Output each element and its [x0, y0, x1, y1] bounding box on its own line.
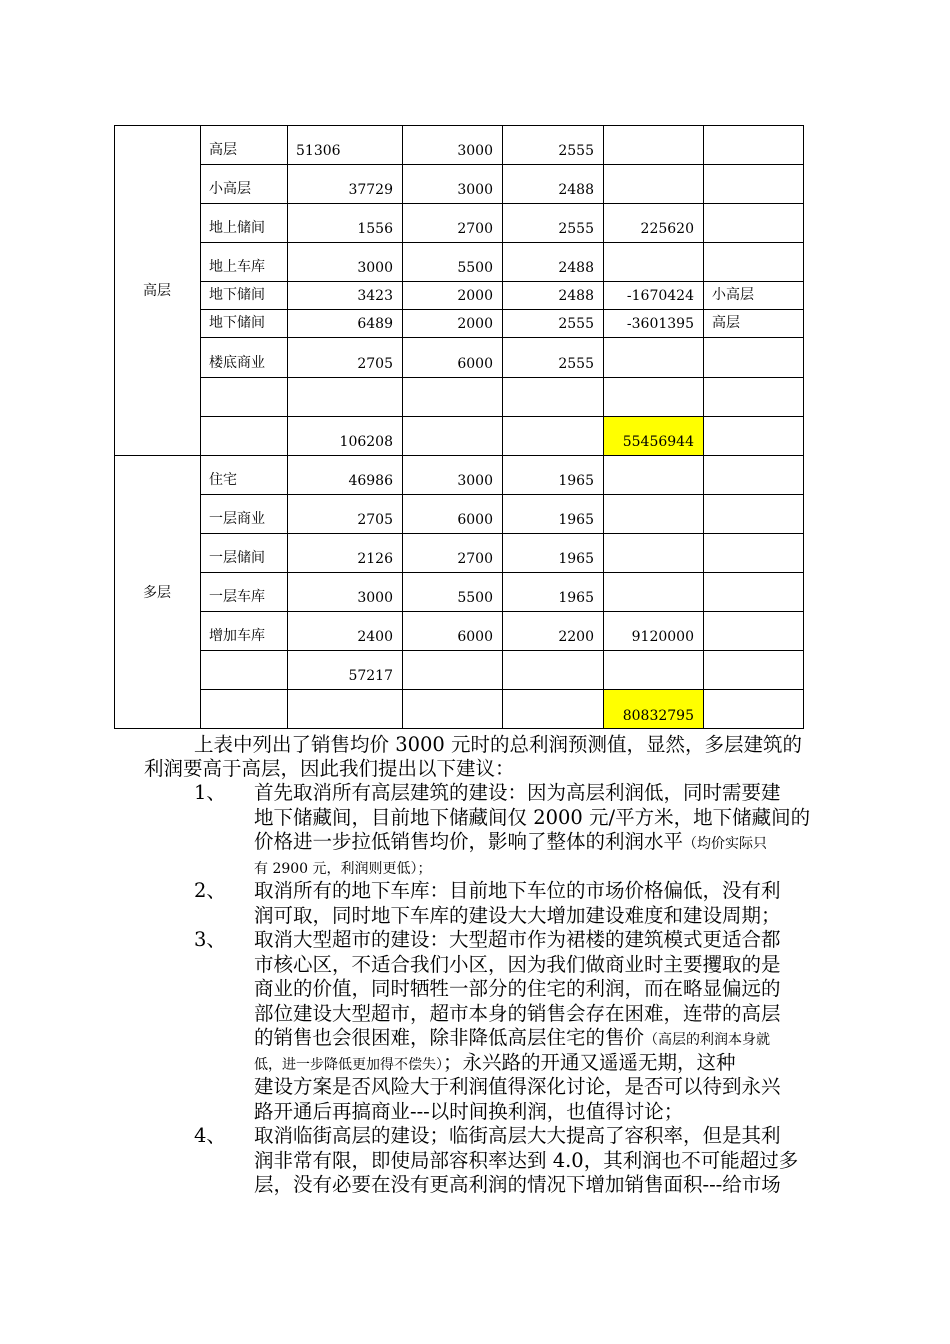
grid-line — [200, 242, 804, 243]
table-cell-area: 2126 — [357, 551, 393, 567]
item-text-line — [254, 806, 810, 831]
table-cell-name: 地上车库 — [209, 259, 265, 275]
grid-line — [287, 125, 288, 729]
table-cell-cost: 2488 — [558, 260, 594, 276]
table-cell-cost: 2555 — [558, 221, 594, 237]
table-cell-cost: 2488 — [558, 182, 594, 198]
table-cell-price: 2000 — [457, 316, 493, 332]
table-cell-cost: 1965 — [558, 590, 594, 606]
grid-line — [200, 309, 804, 310]
table-cell-area: 57217 — [348, 668, 393, 684]
table-cell-profit: 225620 — [640, 221, 694, 237]
grid-line — [803, 125, 804, 729]
table-cell-area: 6489 — [357, 316, 393, 332]
table-cell-area: 1556 — [357, 221, 393, 237]
item-text-line — [254, 830, 767, 857]
grid-line — [402, 125, 403, 729]
table-cell-cost: 2555 — [558, 316, 594, 332]
table-cell-area: 46986 — [348, 473, 393, 489]
item-text-line — [254, 904, 781, 929]
table-cell-name: 住宅 — [209, 472, 237, 488]
grid-line — [200, 650, 804, 651]
grid-line — [200, 494, 804, 495]
table-cell-price: 6000 — [457, 356, 493, 372]
grid-line — [200, 533, 804, 534]
text-segment: 润非常有限，即使局部容积率达到 4.0，其利润也不可能超过多 — [254, 1148, 799, 1172]
table-cell-area: 37729 — [348, 182, 393, 198]
table-cell-cost: 1965 — [558, 473, 594, 489]
grid-line — [703, 125, 704, 729]
table-cell-name: 楼底商业 — [209, 355, 265, 371]
table-cell-price: 3000 — [457, 143, 493, 159]
text-segment: 的销售也会很困难，除非降低高层住宅的售价 — [254, 1026, 645, 1049]
table-cell-profit: 55456944 — [622, 434, 694, 450]
text-segment: ；永兴路的开通又遥遥无期，这种 — [443, 1050, 736, 1074]
table-cell-price: 2000 — [457, 288, 493, 304]
table-cell-name: 地下储间 — [209, 315, 265, 331]
parenthetical-note: 低，进一步降低更加得不偿失） — [254, 1056, 443, 1073]
table-cell-name: 增加车库 — [209, 628, 265, 644]
item-text-line — [254, 953, 781, 978]
item-number: 2、 — [194, 879, 226, 902]
grid-line — [603, 125, 604, 729]
grid-line — [200, 164, 804, 165]
item-text-line — [254, 1173, 781, 1198]
table-cell-area: 3000 — [357, 260, 393, 276]
item-number: 4、 — [194, 1124, 226, 1147]
table-cell-price: 3000 — [457, 182, 493, 198]
grid-line — [200, 611, 804, 612]
text-segment: 润可取，同时地下车库的建设大大增加建设难度和建设周期； — [254, 903, 781, 927]
table-cell-area: 3000 — [357, 590, 393, 606]
group-label: 高层 — [143, 283, 171, 299]
text-segment: 路开通后再搞商业---以时间换利润，也值得讨论； — [254, 1099, 684, 1123]
item-text-line — [254, 879, 781, 904]
grid-line — [114, 125, 804, 126]
text-segment: 取消所有的地下车库：目前地下车位的市场价格偏低，没有利 — [254, 879, 781, 902]
table-cell-cost: 2555 — [558, 356, 594, 372]
table-cell-price: 6000 — [457, 629, 493, 645]
text-segment: 层，没有必要在没有更高利润的情况下增加销售面积---给市场 — [254, 1173, 781, 1196]
group-label: 多层 — [143, 585, 171, 601]
grid-line — [200, 337, 804, 338]
table-cell-name: 地下储间 — [209, 287, 265, 303]
text-segment: 建设方案是否风险大于利润值得深化讨论，是否可以待到永兴 — [254, 1075, 781, 1098]
item-number: 1、 — [194, 781, 226, 804]
grid-line — [200, 377, 804, 378]
table-cell-name: 一层商业 — [209, 511, 265, 527]
item-text-line — [254, 1124, 781, 1149]
text-segment: 市核心区，不适合我们小区，因为我们做商业时主要攫取的是 — [254, 952, 781, 976]
table-cell-area: 2705 — [357, 512, 393, 528]
table-cell-profit: 9120000 — [631, 629, 694, 645]
grid-line — [200, 416, 804, 417]
text-segment: 首先取消所有高层建筑的建设：因为高层利润低，同时需要建 — [254, 781, 781, 804]
text-segment: 取消大型超市的建设：大型超市作为裙楼的建筑模式更适合都 — [254, 928, 781, 951]
intro-line-2: 利润要高于高层，因此我们提出以下建议： — [144, 757, 515, 780]
text-segment: 部位建设大型超市，超市本身的销售会存在困难，连带的高层 — [254, 1001, 781, 1025]
table-cell-price: 5500 — [457, 260, 493, 276]
grid-line — [200, 203, 804, 204]
parenthetical-note: 有 2900 元，利润则更低）； — [254, 860, 432, 877]
table-cell-cost: 1965 — [558, 512, 594, 528]
table-cell-cost: 2488 — [558, 288, 594, 304]
table-cell-area: 51306 — [296, 143, 341, 159]
table-cell-area: 106208 — [339, 434, 393, 450]
grid-line — [114, 125, 115, 729]
data-table — [114, 125, 804, 729]
grid-line — [200, 125, 201, 729]
item-text-line — [254, 928, 781, 953]
grid-line — [114, 455, 804, 456]
item-text-line — [254, 855, 432, 882]
table-cell-area: 3423 — [357, 288, 393, 304]
table-cell-name: 小高层 — [209, 181, 251, 197]
table-cell-price: 2700 — [457, 221, 493, 237]
grid-line — [200, 281, 804, 282]
text-segment: 价格进一步拉低销售均价，影响了整体的利润水平 — [254, 830, 684, 853]
item-text-line — [254, 1051, 736, 1078]
table-cell-note: 小高层 — [712, 287, 754, 303]
table-cell-cost: 2555 — [558, 143, 594, 159]
table-cell-area: 2705 — [357, 356, 393, 372]
table-cell-price: 3000 — [457, 473, 493, 489]
table-cell-profit: -3601395 — [626, 316, 694, 332]
grid-line — [200, 689, 804, 690]
table-cell-profit: 80832795 — [622, 708, 694, 724]
table-cell-price: 5500 — [457, 590, 493, 606]
item-text-line — [254, 1026, 770, 1053]
parenthetical-note: （均价实际只 — [683, 836, 768, 852]
item-text-line — [254, 1100, 683, 1125]
item-text-line — [254, 977, 781, 1002]
item-number: 3、 — [194, 928, 226, 951]
item-text-line — [254, 1075, 781, 1100]
text-segment: 取消临街高层的建设；临街高层大大提高了容积率，但是其利 — [254, 1124, 781, 1147]
table-cell-price: 2700 — [457, 551, 493, 567]
table-cell-profit: -1670424 — [626, 288, 694, 304]
table-cell-cost: 1965 — [558, 551, 594, 567]
table-cell-cost: 2200 — [558, 629, 594, 645]
intro-line-1: 上表中列出了销售均价 3000 元时的总利润预测值，显然，多层建筑的 — [194, 733, 803, 756]
table-cell-name: 一层储间 — [209, 550, 265, 566]
item-text-line — [254, 781, 781, 806]
table-cell-name: 高层 — [209, 142, 237, 158]
text-segment: 地下储藏间，目前地下储藏间仅 2000 元/平方米，地下储藏间的 — [254, 805, 811, 829]
item-text-line — [254, 1002, 781, 1027]
item-text-line — [254, 1149, 798, 1174]
table-cell-name: 一层车库 — [209, 589, 265, 605]
grid-line — [114, 728, 804, 729]
table-cell-price: 6000 — [457, 512, 493, 528]
table-cell-note: 高层 — [712, 315, 740, 331]
parenthetical-note: （高层的利润本身就 — [644, 1032, 771, 1048]
table-cell-area: 2400 — [357, 629, 393, 645]
grid-line — [200, 572, 804, 573]
grid-line — [502, 125, 503, 729]
table-cell-name: 地上储间 — [209, 220, 265, 236]
text-segment: 商业的价值，同时牺牲一部分的住宅的利润，而在略显偏远的 — [254, 977, 781, 1000]
